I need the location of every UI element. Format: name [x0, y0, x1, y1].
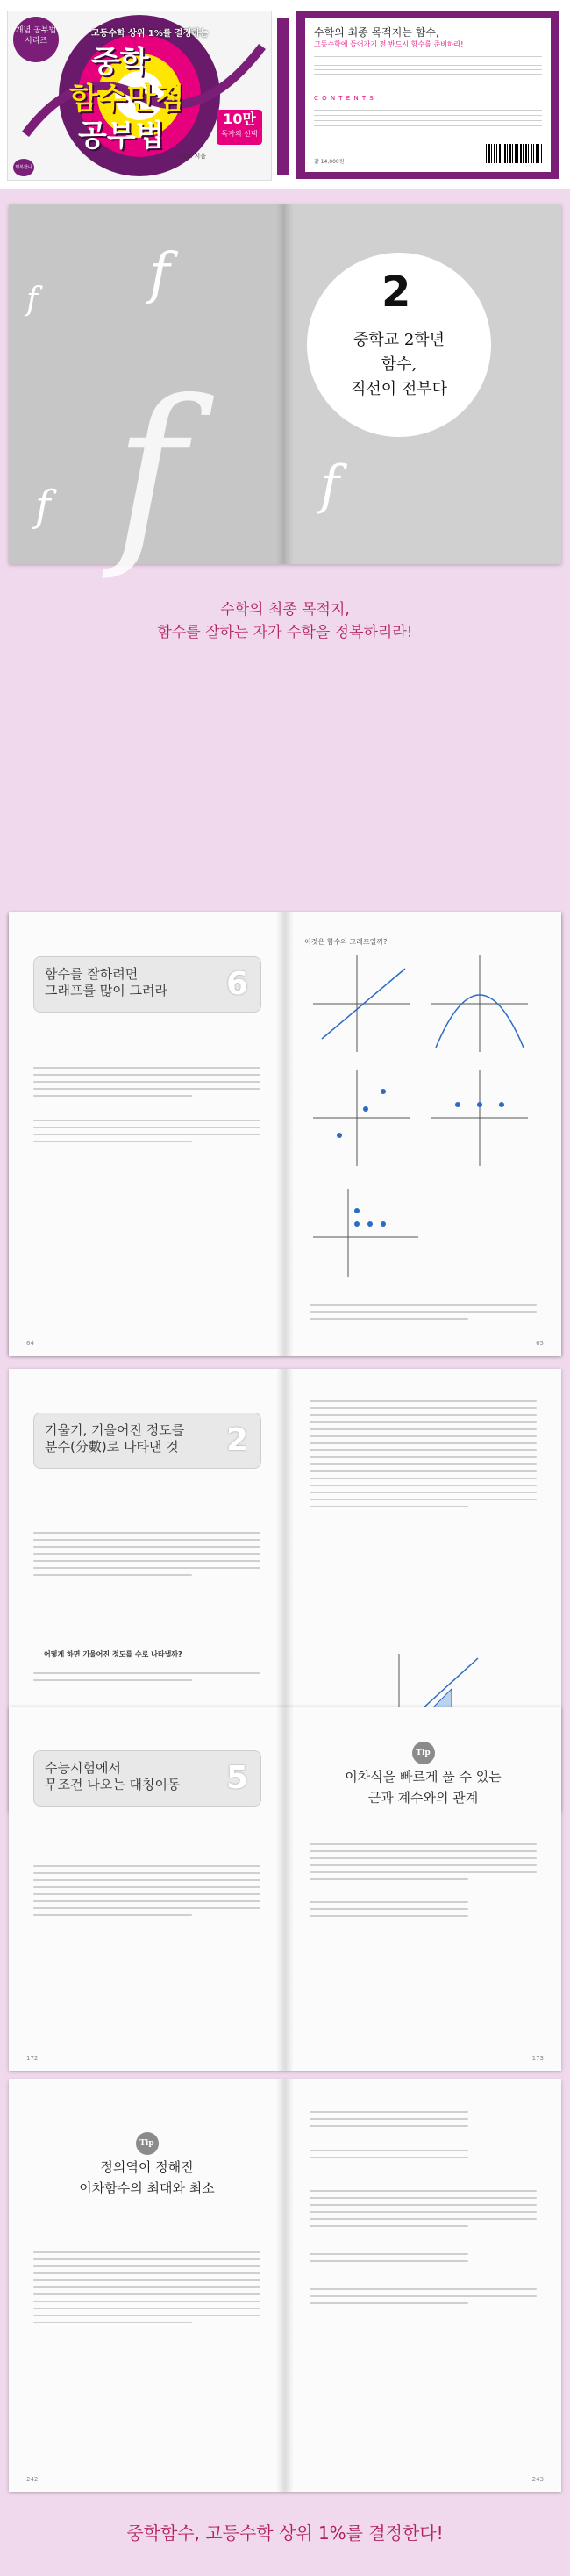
- chapter-section: [0, 189, 570, 583]
- chapter-gutter: [276, 204, 294, 564]
- barcode: [486, 144, 542, 163]
- svg-text:f: f: [149, 241, 170, 306]
- spread-1-section-number: 6: [225, 966, 248, 1002]
- spread-2-subhead: 어떻게 하면 기울어진 정도를 수로 나타낼까?: [44, 1650, 182, 1658]
- spread-4-page-right: 243: [531, 2476, 544, 2483]
- back-body-text: [314, 53, 542, 78]
- spread-1-left-body: [33, 1062, 260, 1148]
- spread-4-left-body: [33, 2246, 260, 2329]
- svg-text:f: f: [26, 282, 39, 318]
- spread-4-left-page: [9, 2079, 285, 2492]
- spread-1-page-right: 65: [536, 1340, 544, 1347]
- chapter-title-3: 직선이 전부다: [350, 380, 448, 398]
- spread-3-gutter: [276, 1707, 294, 2071]
- spread-3-tip-box: [320, 1742, 526, 1807]
- sales-sticker: [217, 110, 262, 145]
- book-spine: [277, 18, 289, 175]
- spread-1-banner: [33, 956, 261, 1013]
- spread-3-page-right: 173: [531, 2055, 544, 2062]
- cover-author: 조안호 지음: [175, 153, 207, 160]
- caption-1: [0, 579, 570, 658]
- spread-3-banner-line-1: 수능시험에서: [45, 1760, 121, 1776]
- cover-title-1: 중학: [91, 45, 149, 80]
- spread-1-banner-text: [45, 966, 167, 999]
- svg-text:f: f: [114, 359, 186, 583]
- spread-3: [9, 1707, 561, 2071]
- spread-2-left-body-2: [33, 1667, 260, 1686]
- spread-3-banner-line-2: 무조건 나오는 대칭이동: [45, 1777, 181, 1792]
- front-cover: [7, 11, 272, 188]
- contents-list: [314, 105, 542, 131]
- spread-1-graph-extra: [304, 1184, 427, 1281]
- sticker-line2: 독자의 선택: [221, 130, 258, 138]
- spread-1-graph-grid: [304, 951, 541, 1179]
- spread-3-section-number: 5: [225, 1760, 248, 1796]
- spread-4-tip-box: [44, 2132, 250, 2197]
- spread-1-right-page: [285, 912, 561, 1356]
- spread-1-banner-line-2: 그래프를 많이 그려라: [45, 983, 167, 998]
- spread-3-left-page: [9, 1707, 285, 2071]
- spread-4-gutter: [276, 2079, 294, 2492]
- publisher-logo: 행복한나무: [13, 159, 34, 176]
- sticker-line1: 10만: [223, 111, 256, 127]
- spread-2-right-body: [310, 1395, 537, 1513]
- caption-1-line-2: 함수를 잘하는 자가 수학을 정복하리라!: [157, 624, 413, 641]
- spread-2-banner-line-2: 분수(分數)로 나타낸 것: [45, 1439, 179, 1455]
- spread-2-section-number: 2: [225, 1422, 248, 1458]
- spread-4-tip-title-2: 이차함수의 최대와 최소: [79, 2180, 215, 2196]
- spread-1-banner-line-1: 함수를 잘하려면: [45, 966, 139, 982]
- spread-3-left-body: [33, 1860, 260, 1921]
- italic-f-decoration: [9, 204, 285, 583]
- spread-1: [9, 912, 561, 1356]
- spread-3-tip-title-1: 이차식을 빠르게 풀 수 있는: [345, 1769, 502, 1785]
- spread-2-banner-line-1: 기울기, 기울어진 정도를: [45, 1422, 185, 1438]
- spread-3-tip-title-2: 근과 계수와의 관계: [367, 1790, 479, 1806]
- spread-2-left-body: [33, 1527, 260, 1581]
- spread-3-banner-text: [45, 1760, 180, 1793]
- caption-1-line-1: 수학의 최종 목적지,: [220, 601, 350, 619]
- caption-2-text: 중학함수, 고등수학 상위 1%를 결정한다!: [126, 2522, 444, 2544]
- chapter-right-page: [285, 204, 561, 564]
- svg-text:f: f: [320, 454, 340, 516]
- chapter-left-page: [9, 204, 285, 583]
- spread-1-question: 이것은 함수의 그래프일까?: [304, 938, 388, 946]
- spread-3-right-body: [310, 1838, 537, 1922]
- spread-3-banner: [33, 1750, 261, 1807]
- series-badge: 개념 공부법 시리즈: [13, 17, 59, 62]
- spread-1-right-body: [310, 1299, 537, 1325]
- spread-4-tip-title-1: 정의역이 정해진: [100, 2159, 194, 2175]
- spread-2-banner-text: [45, 1422, 184, 1456]
- spread-1-left-page: [9, 912, 285, 1356]
- spread-4: [9, 2079, 561, 2492]
- chapter-title-1: 중학교 2학년: [353, 331, 445, 349]
- spread-4-page-left: 242: [26, 2476, 39, 2483]
- svg-text:f: f: [35, 482, 51, 531]
- cover-title-3: 공부법: [78, 118, 165, 154]
- chapter-number: 2: [381, 268, 411, 317]
- back-panel: [305, 18, 551, 172]
- back-cover: [296, 11, 559, 179]
- spread-3-right-page: [285, 1707, 561, 2071]
- back-headline-1: 수학의 최종 목적지는 함수,: [314, 26, 439, 39]
- spread-1-gutter: [276, 912, 294, 1356]
- spread-4-right-page: [285, 2079, 561, 2492]
- chapter-title-2: 함수,: [381, 355, 417, 374]
- spread-3-page-left: 172: [26, 2055, 39, 2062]
- caption-2: [0, 2509, 570, 2562]
- spread-1-page-left: 64: [26, 1340, 34, 1347]
- cover-title-2: 함수만점: [69, 82, 185, 117]
- chapter-spread: [9, 204, 561, 583]
- cover-section: [0, 0, 570, 189]
- back-price: 값 14,000원: [314, 159, 345, 165]
- spread-2-banner: [33, 1413, 261, 1469]
- back-headline-2: 고등수학에 들어가기 전 반드시 함수를 준비하라!: [314, 40, 464, 48]
- spread-4-right-problems: [310, 2106, 537, 2309]
- spread-4-tip-badge: Tip: [136, 2132, 159, 2155]
- contents-label: C O N T E N T S: [314, 95, 374, 102]
- spread-3-tip-badge: Tip: [412, 1742, 435, 1764]
- cover-subtitle: 고등수학 상위 1%를 결정하는: [91, 29, 209, 39]
